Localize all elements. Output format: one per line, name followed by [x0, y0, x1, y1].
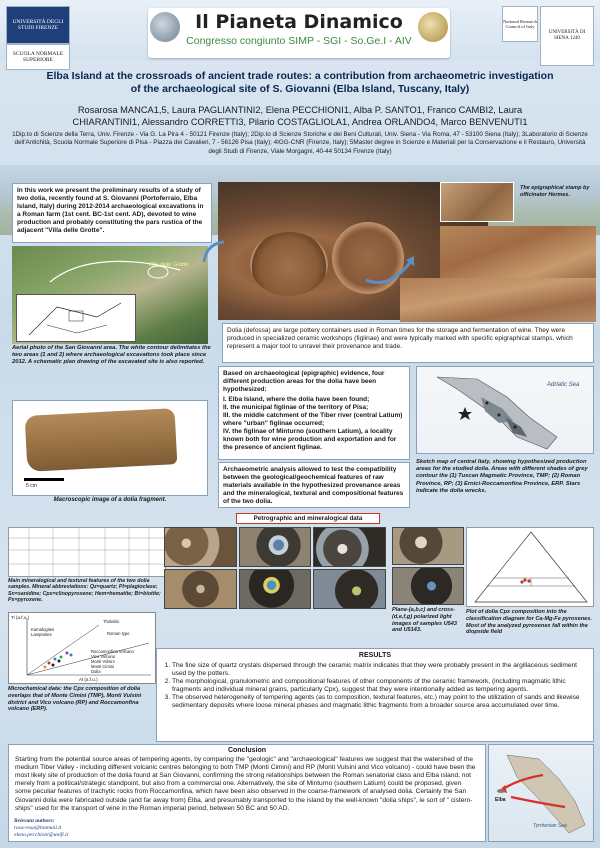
archaeometric-panel: Archaeometric analysis allowed to test the compatibility between the geological/geochemical features of raw materials available in the hypothesized provenance areas and the mineralogical, textural and compositional features of the two dolia. [218, 462, 410, 508]
conference-subtitle: Congresso congiunto SIMP - SGI - So.Ge.I - AIV [186, 35, 412, 47]
curved-arrow-icon [360, 250, 420, 290]
conclusion-title: Conclusion [227, 747, 267, 754]
contact-email[interactable]: rosa-rosa@hotmail.it [14, 825, 62, 831]
thin-section-image [239, 527, 312, 567]
thin-section-image [313, 527, 386, 567]
conclusion-text: Starting from the potential source areas of tempering agents, by comparing the "geologic" and "archaeological" features we suggest that the watershed of the medium Tiber Valley - including different volcanic centres belonging to both TMP (Monti Cimini) and RP (Monti Vulsini and Vico volcano) - could have been the most likely site of production of the dolia found at San Giovanni, confirming the strong relationships between the Roman senatorial class and Elba island, not merely from a political/strategic standpoint, but also from a commercial one. Alternatively, the site of Minturno (southern Latium) could be proposed, given some peculiar features of trachytic rocks from Roccamonfina, which have been also observed in the coarse-framework of analysed dolia. Certainly the San Giovanni dolia were fabricated outside (and far away from) Elba, and presumably transported to the island by the well-known "dolia ships", ie sort of " cistern-ships" used for the transport of wine in the Roman imperial period, between 50 BC and 50 AD. [15, 756, 476, 812]
pyroxene-triangle [467, 528, 595, 608]
paper-title [20, 70, 580, 96]
epigraphical-stamp-photo [440, 182, 514, 222]
legend-item: Monti Cimini [91, 664, 115, 669]
affiliations: 1Dip.to di Scienze della Terra, Univ. Firenze - Via G. La Pira 4 - 50121 Firenze (Italy); 2Dip.to di Scienze Storiche e dei Beni Culturali, Univ. Siena - Via Roma, 47 - 53100 Siena (Italy); 3Laboratorio di Scienze dell'Antichità, Scuola Normale Superiore di Pisa - Piazza dei Cavalieri, 7 - 56126 Pisa (Italy); 4IGG-CNR (Firenze, Italy); 5Master degree in Scienze e Materiali per la Conservazione e il Restauro, Università degli Studi di Firenze, Viale Morgagni, 40-44 50134 Firenze (Italy) [12, 131, 588, 155]
villa-label: Villa delle Grotte [148, 262, 189, 268]
ti-al-plot [8, 612, 156, 684]
plot-caption: Microchemical data: the Cpx composition of dolia overlaps that of Monte Cimini (TMP), Monti Vulsini district and Vico volcano (RP) and Roccamonfina volcano (ERP). [8, 686, 142, 713]
fragment-caption: Macroscopic image of a dolia fragment. [53, 497, 167, 503]
plot-legend [91, 649, 134, 674]
conference-title: Il Pianeta Dinamico [195, 11, 403, 33]
thin-section-image [313, 569, 386, 609]
legend-item: Monti Volsini [91, 659, 115, 664]
island-label: Elba [495, 797, 506, 803]
stamp-caption: The epigraphical stamp by officinator Hermes. [520, 185, 590, 198]
plot-label: Kamafugites Lamproites [31, 627, 55, 637]
contact-label: Relevant authors: [14, 818, 55, 824]
site-plan-drawing [16, 294, 136, 342]
results-panel [156, 648, 594, 742]
dolium-rim [250, 232, 328, 296]
conference-banner [148, 8, 450, 58]
results-title: RESULTS [358, 652, 392, 659]
university-siena-logo [540, 6, 594, 66]
petrographic-header: Petrographic and mineralogical data [236, 513, 380, 524]
list-item: 2. The morphological, granulometric and compositional features of other components of the ceramic framework, (including magmatic lithic fragments and individual mineral grains, particularly Cpx), suggest that they were intentionally added as tempering agents. [172, 678, 588, 694]
logo-text: UNIVERSITÀ DEGLI STUDI FIRENZE [12, 19, 64, 31]
thin-section-image [164, 527, 237, 567]
thin-section-image [164, 569, 237, 609]
intro-panel: In this work we present the preliminary results of a study of two dolia, recently found at S. Giovanni (Portoferraio, Elba Island, Italy) during 2012-2014 archaeological excavations in a Roman farm (1st cent. BC-1st cent. AD), devoted to wine production and probably constituting the pars rustica of the adjacent "Villa delle Grotte". [12, 183, 212, 243]
thin-section-image [392, 527, 464, 565]
ternary-caption: Plot of dolia Cpx composition into the classification diagram for Ca-Mg-Fe pyroxenes. Most of the analyzed pyroxenes fall within the diopside field [466, 609, 592, 636]
map-caption: Sketch map of central Italy, showing hypothesized production areas for the studied dolia. Areas with different shades of grey contour the (1) Tuscan Magmatic Province, TMP; (2) Roman Province, RP; (3) Ernici-Roccamonfina Province, ERP. Stars indicate the dolia wrecks. [416, 459, 588, 494]
results-list [162, 662, 588, 710]
hypotheses-list [223, 396, 405, 452]
table-caption: Main mineralogical and textural features of the two dolia samples. Mineral abbreviations: Qz=quartz; Pl=plagioclase; Sn=sanidine; Cpx=clinopyroxene; Hem=hematite; Bt=biotite; Px=pyroxene. [8, 578, 161, 603]
cnr-logo [502, 6, 538, 42]
table-grid [9, 528, 167, 578]
list-item: II. the municipal figlinae of the territory of Pisa; [223, 404, 369, 411]
logo-text: UNIVERSITÀ DI SIENA 1240 [548, 30, 586, 41]
planet-icon [150, 12, 180, 42]
scatter-plot [9, 613, 157, 685]
hypotheses-panel [218, 366, 410, 460]
y-axis-label: Ti (a.f.u.) [11, 615, 30, 620]
plot-label: Roman type [107, 631, 130, 636]
ternary-diagram [466, 527, 594, 607]
scale-label: 5 cm [26, 483, 37, 489]
x-axis-label: Al (a.f.u.) [79, 677, 98, 682]
dolia-fragment [25, 408, 178, 472]
dolia-description: Dolia (defossa) are large pottery containers used in Roman times for the storage and fermentation of wine. They were produced in specialized ceramic workshops (figlinae) and were typically marked with specific epigraphical stamps, which represent a major tool to unravel their provenance and trade. [222, 323, 594, 363]
trade-route-map [488, 744, 594, 842]
authors-line: Rosarosa MANCA1,5, Laura PAGLIANTINI2, Elena PECCHIONI1, Alba P. SANTO1, Franco CAMBI2, Laura [77, 105, 523, 115]
thin-section-grid [164, 527, 386, 609]
legend-item: Vico Volcano [91, 654, 116, 659]
hypotheses-intro: Based on archaeological (epigraphic) evidence, four different production areas for the dolia have been hypothesized: [223, 370, 385, 393]
list-item: III. the middle catchment of the Tiber river (central Latium) where "urban" figlinae occurred; [223, 412, 403, 427]
logo-text: National Research Council of Italy [503, 19, 537, 29]
list-item: 1. The fine size of quartz crystals dispersed through the ceramic matrix indicates that they were probably present in the argillaceous sediment used by the potters. [172, 662, 588, 678]
sea-label: Tyrrhenian Sea [533, 823, 567, 829]
university-florence-logo [6, 6, 70, 44]
excavation-contour [40, 252, 190, 292]
plan-lines [17, 295, 137, 343]
authors-line: CHIARANTINI1, Alessandro CORRETTI3, Pilario COSTAGLIOLA1, Andrea ORLANDO4, Marco BENVENUTI1 [72, 117, 528, 127]
plot-label: Tholeiitic [103, 619, 120, 624]
authors [20, 104, 580, 128]
contact-email[interactable]: elena.pecchioni@unifi.it [14, 832, 69, 838]
globe-icon [418, 12, 448, 42]
scuola-normale-logo [6, 44, 70, 70]
sea-label: Adriatic Sea [547, 382, 580, 388]
scale-bar [24, 478, 64, 481]
thin-section-caption: Plane-(a,b,c) and cross-(d,e,f,g) polarized light images of samples U543 and U5143. [392, 607, 457, 634]
contact-box [14, 818, 114, 839]
thin-section-image [392, 567, 464, 605]
data-points [44, 652, 73, 669]
mineralogical-table [8, 527, 166, 577]
list-item: 3. The observed heterogeneity of tempering agents (as to composition, textural features, etc.) may point to the utilization of sands and likewise sedimentary deposits where loose mineral phases and magmatic lithic fragments from a broader source area accumulated over time. [172, 694, 588, 710]
list-item: IV. the figlinae of Minturno (southern Latium), a locality known both for wine production and exportation and for the presence of ancient figlinae. [223, 428, 397, 451]
thin-section-column [392, 527, 464, 605]
aerial-caption: Aerial photo of the San Giovanni area. The white contour delimitates the two areas (1 and 2) where archaeological excavations took place since 2012. A schematic plan drawing of the excavated site is also reported. [12, 345, 211, 366]
curved-arrow-icon [200, 236, 230, 266]
italy-sketch-map [416, 366, 594, 454]
legend-item: Dolia [91, 669, 101, 674]
thin-section-image [239, 569, 312, 609]
title-line: of the archaeological site of S. Giovanni (Elba Island, Tuscany, Italy) [130, 83, 470, 95]
title-line: Elba Island at the crossroads of ancient trade routes: a contribution from archaeometric investigation [46, 70, 554, 82]
legend-item: Roccamonfina Volcano [91, 649, 134, 654]
list-item: I. Elba Island, where the dolia have been found; [223, 396, 370, 403]
site-photo-foreground [400, 278, 596, 322]
logo-text: SCUOLA NORMALE SUPERIORE [12, 51, 64, 63]
